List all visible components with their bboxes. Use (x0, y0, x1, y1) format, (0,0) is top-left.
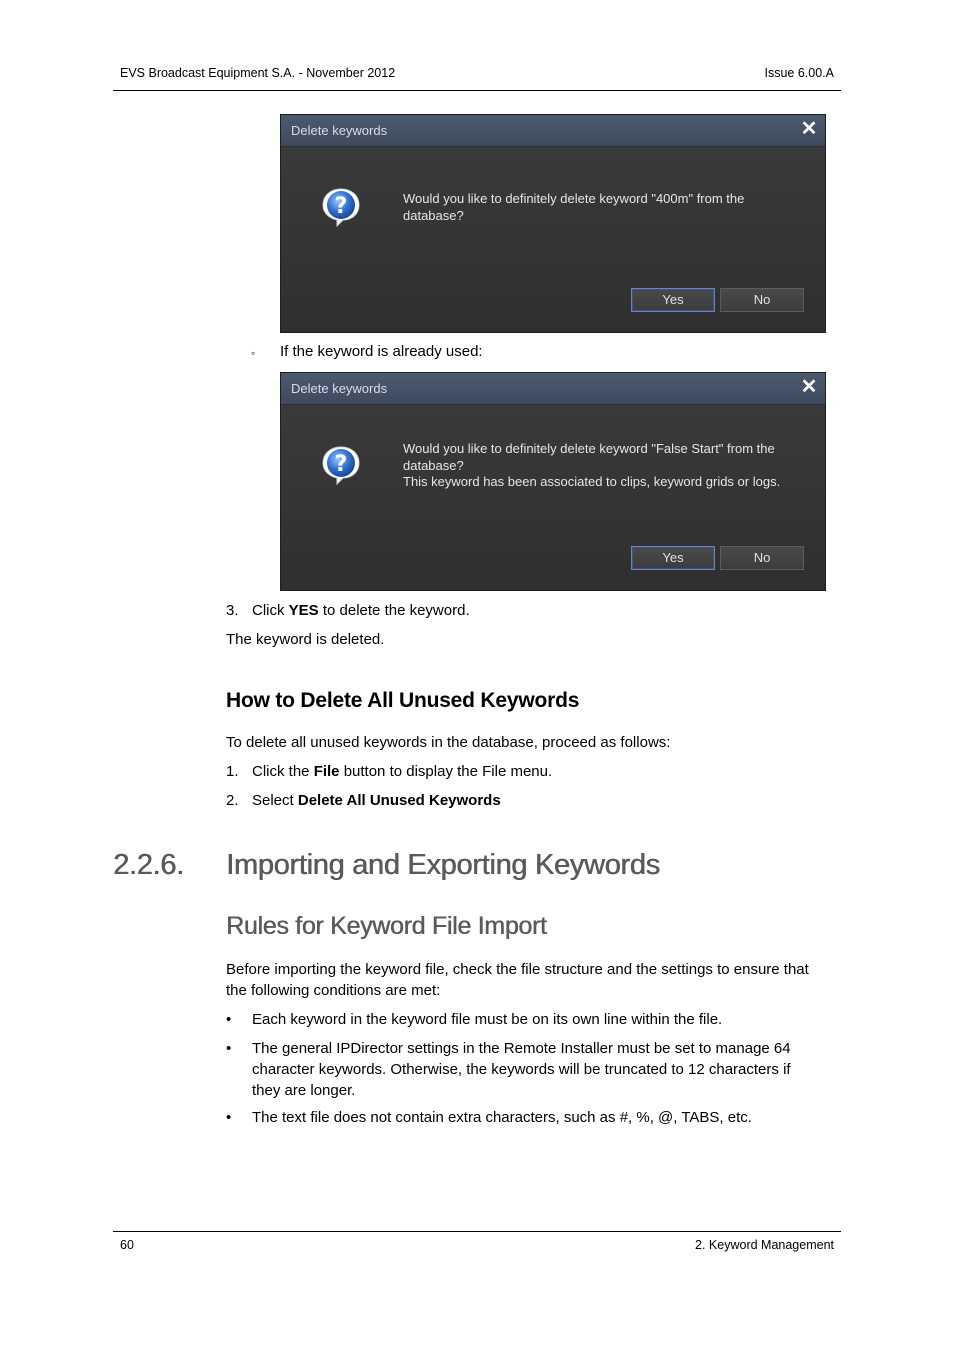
question-icon (321, 187, 361, 227)
sub-bullet-marker: ◦ (251, 346, 256, 360)
bullet-marker: • (226, 1109, 232, 1126)
dialog-title: Delete keywords (291, 381, 388, 396)
dialog-body (281, 147, 825, 332)
dialog-title: Delete keywords (291, 123, 388, 138)
bullet-line: they are longer. (252, 1082, 356, 1099)
intro-line: the following conditions are met: (226, 982, 441, 999)
bullet-text (252, 1108, 752, 1128)
bullet-marker: • (226, 1040, 232, 1057)
step-text-bold: Delete All Unused Keywords (297, 792, 501, 809)
result-text: The keyword is deleted. (226, 631, 385, 648)
page-number: 60 (120, 1238, 134, 1252)
no-button[interactable]: No (720, 546, 804, 570)
intro-line: Before importing the keyword file, check the file structure and the settings to ensure that (226, 961, 809, 978)
close-icon[interactable]: ✕ (800, 376, 818, 398)
step-text-part: Select (252, 792, 298, 809)
svg-text:?: ? (334, 194, 348, 219)
dialog-title-bar (281, 373, 825, 405)
step-text-bold: YES (288, 602, 319, 619)
dialog-message (403, 441, 780, 491)
header-right: Issue 6.00.A (764, 66, 834, 80)
bullet-line: The general IPDirector settings in the Remote Installer must be set to manage 64 (252, 1040, 791, 1057)
subsection-heading: Rules for Keyword File Import (226, 912, 547, 940)
step-text (252, 601, 470, 621)
step-number: 1. (226, 763, 239, 780)
step-text (252, 791, 501, 811)
delete-keywords-dialog-screenshot (280, 114, 826, 333)
step-text-part: Click (252, 602, 289, 619)
dialog-message-line: database? (403, 457, 464, 473)
header-left: EVS Broadcast Equipment S.A. - November 2012 (120, 66, 396, 80)
delete-keywords-dialog-screenshot (280, 372, 826, 591)
step-text-part: Click the (252, 763, 314, 780)
section-number: 2.2.6. (113, 849, 184, 881)
dialog-message-line: This keyword has been associated to clips, keyword grids or logs. (403, 474, 781, 489)
section-heading: How to Delete All Unused Keywords (226, 689, 580, 712)
step-text (252, 762, 552, 782)
dialog-message (403, 191, 744, 224)
sub-bullet-text: If the keyword is already used: (280, 343, 483, 360)
bullet-text (252, 1039, 791, 1101)
dialog-title-bar (281, 115, 825, 147)
yes-button[interactable]: Yes (631, 288, 715, 312)
dialog-message-line: database? (403, 207, 464, 223)
bullet-text (252, 1010, 722, 1030)
bullet-marker: • (226, 1011, 232, 1028)
step-text-part: button to display the File menu. (339, 763, 553, 780)
bullet-line: character keywords. Otherwise, the keywords will be truncated to 12 characters if (252, 1061, 791, 1078)
step-number: 3. (226, 602, 239, 619)
bullet-line: Each keyword in the keyword file must be on its own line within the file. (252, 1011, 723, 1028)
step-text-bold: File (313, 763, 340, 780)
footer-rule (113, 1231, 841, 1232)
yes-button[interactable]: Yes (631, 546, 715, 570)
close-icon[interactable]: ✕ (800, 118, 818, 140)
dialog-body (281, 405, 825, 590)
header-rule (113, 90, 841, 91)
dialog-message-line: Would you like to definitely delete keyword "400m" from the (403, 191, 745, 206)
section-title: Importing and Exporting Keywords (226, 849, 660, 881)
no-button[interactable]: No (720, 288, 804, 312)
question-icon (321, 445, 361, 485)
footer-chapter: 2. Keyword Management (695, 1238, 834, 1252)
dialog-message-line: Would you like to definitely delete keyword "False Start" from the (403, 441, 775, 456)
svg-text:?: ? (334, 452, 348, 477)
step-text-part: to delete the keyword. (318, 602, 470, 619)
step-number: 2. (226, 792, 239, 809)
subsection-intro (226, 960, 846, 1001)
bullet-line: The text file does not contain extra characters, such as #, %, @, TABS, etc. (252, 1109, 752, 1126)
section-intro: To delete all unused keywords in the database, proceed as follows: (226, 734, 671, 751)
